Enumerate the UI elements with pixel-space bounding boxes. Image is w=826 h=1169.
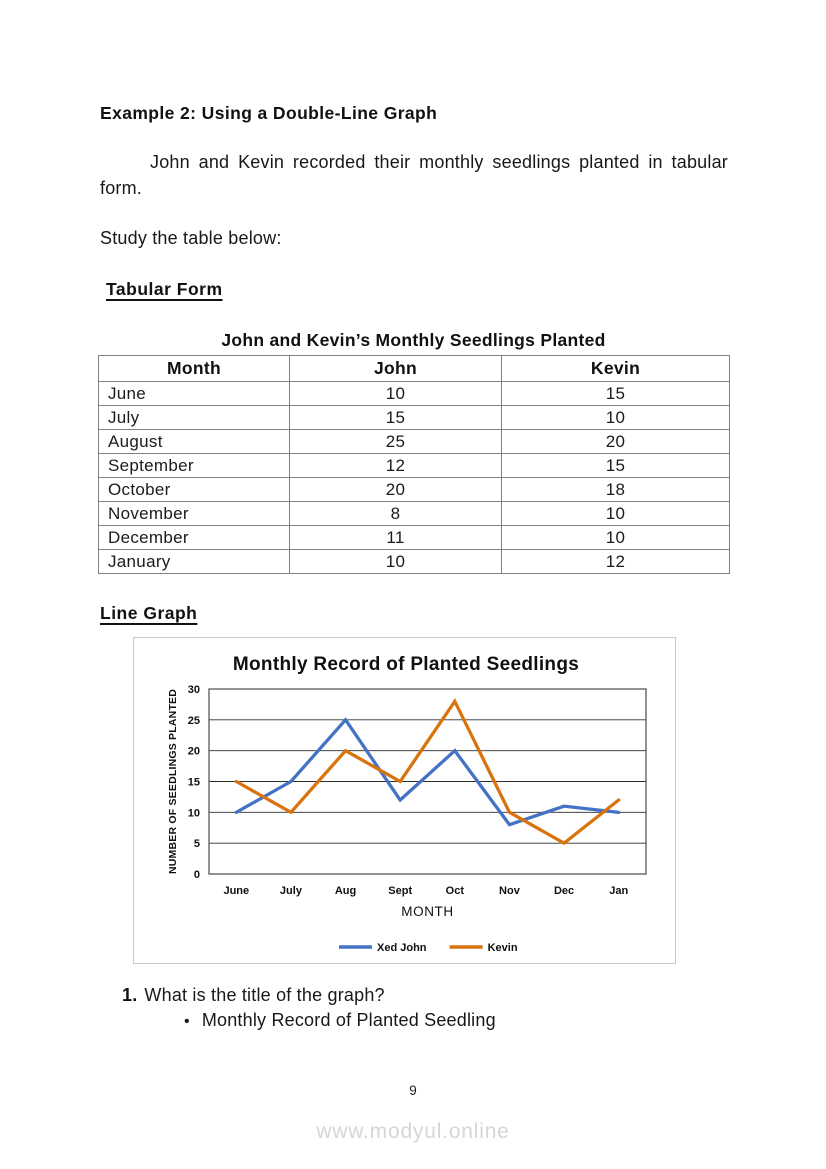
- series-line-1: [236, 701, 618, 843]
- table-row: [99, 382, 730, 406]
- answer-block: [184, 1010, 496, 1031]
- cell-kevin: 15: [502, 454, 730, 478]
- answer-text: Monthly Record of Planted Seedling: [201, 1010, 496, 1030]
- cell-john: 8: [290, 502, 502, 526]
- tabular-form-heading: Tabular Form: [106, 279, 223, 299]
- header-kevin: Kevin: [502, 356, 730, 382]
- table-row: [99, 430, 730, 454]
- y-axis-title: NUMBER OF SEEDLINGS PLANTED: [167, 688, 179, 875]
- cell-kevin: 12: [502, 550, 730, 574]
- cell-month: January: [99, 550, 290, 574]
- cell-kevin: 15: [502, 382, 730, 406]
- header-month: Month: [99, 356, 290, 382]
- study-line: Study the table below:: [100, 228, 282, 248]
- seedlings-table: [98, 355, 730, 574]
- cell-month: August: [99, 430, 290, 454]
- y-tick-label: 15: [187, 776, 200, 789]
- chart-title: Monthly Record of Planted Seedlings: [232, 654, 580, 675]
- cell-month: November: [99, 502, 290, 526]
- cell-kevin: 10: [502, 526, 730, 550]
- cell-kevin: 10: [502, 502, 730, 526]
- y-tick-label: 0: [193, 869, 200, 881]
- x-tick-label: Sept: [388, 885, 413, 897]
- cell-john: 25: [290, 430, 502, 454]
- question-number: 1.: [122, 985, 138, 1005]
- x-tick-label: Jan: [609, 885, 629, 897]
- cell-month: December: [99, 526, 290, 550]
- legend-label: Kevin: [487, 942, 518, 954]
- table-row: [99, 406, 730, 430]
- table-row: [99, 502, 730, 526]
- bullet-icon: •: [184, 1013, 190, 1030]
- cell-john: 12: [290, 454, 502, 478]
- question-text: What is the title of the graph?: [144, 985, 385, 1005]
- table-row: [99, 550, 730, 574]
- cell-month: September: [99, 454, 290, 478]
- table-row: [99, 454, 730, 478]
- cell-kevin: 20: [502, 430, 730, 454]
- x-tick-label: Dec: [553, 885, 575, 897]
- cell-john: 10: [290, 382, 502, 406]
- line-chart: [133, 637, 676, 964]
- legend-label: Xed John: [377, 942, 427, 954]
- cell-kevin: 18: [502, 478, 730, 502]
- x-axis-title: MONTH: [401, 904, 454, 919]
- table-row: [99, 526, 730, 550]
- y-tick-label: 25: [187, 714, 200, 727]
- y-tick-label: 30: [187, 684, 200, 696]
- y-tick-label: 5: [193, 838, 200, 851]
- cell-john: 20: [290, 478, 502, 502]
- cell-month: June: [99, 382, 290, 406]
- y-tick-label: 20: [187, 745, 200, 758]
- cell-john: 15: [290, 406, 502, 430]
- x-tick-label: Nov: [499, 885, 520, 897]
- cell-john: 10: [290, 550, 502, 574]
- table-title: John and Kevin’s Monthly Seedlings Planted: [221, 330, 606, 350]
- cell-month: October: [99, 478, 290, 502]
- x-tick-label: June: [223, 885, 250, 897]
- line-graph-heading: Line Graph: [100, 603, 198, 623]
- watermark: www.modyul.online: [316, 1120, 510, 1143]
- table-row: [99, 478, 730, 502]
- line-chart-svg: [134, 638, 675, 963]
- x-tick-label: July: [279, 885, 302, 897]
- table-header-row: [99, 356, 730, 382]
- header-john: John: [290, 356, 502, 382]
- example-heading: Example 2: Using a Double-Line Graph: [100, 103, 438, 123]
- x-tick-label: Aug: [334, 885, 357, 897]
- cell-month: July: [99, 406, 290, 430]
- intro-paragraph: John and Kevin recorded their monthly seedlings planted in tabular form.: [100, 152, 728, 198]
- cell-john: 11: [290, 526, 502, 550]
- cell-kevin: 10: [502, 406, 730, 430]
- y-tick-label: 10: [187, 807, 200, 820]
- page-number: 9: [409, 1083, 417, 1098]
- x-tick-label: Oct: [445, 885, 464, 897]
- question-block: [122, 985, 385, 1006]
